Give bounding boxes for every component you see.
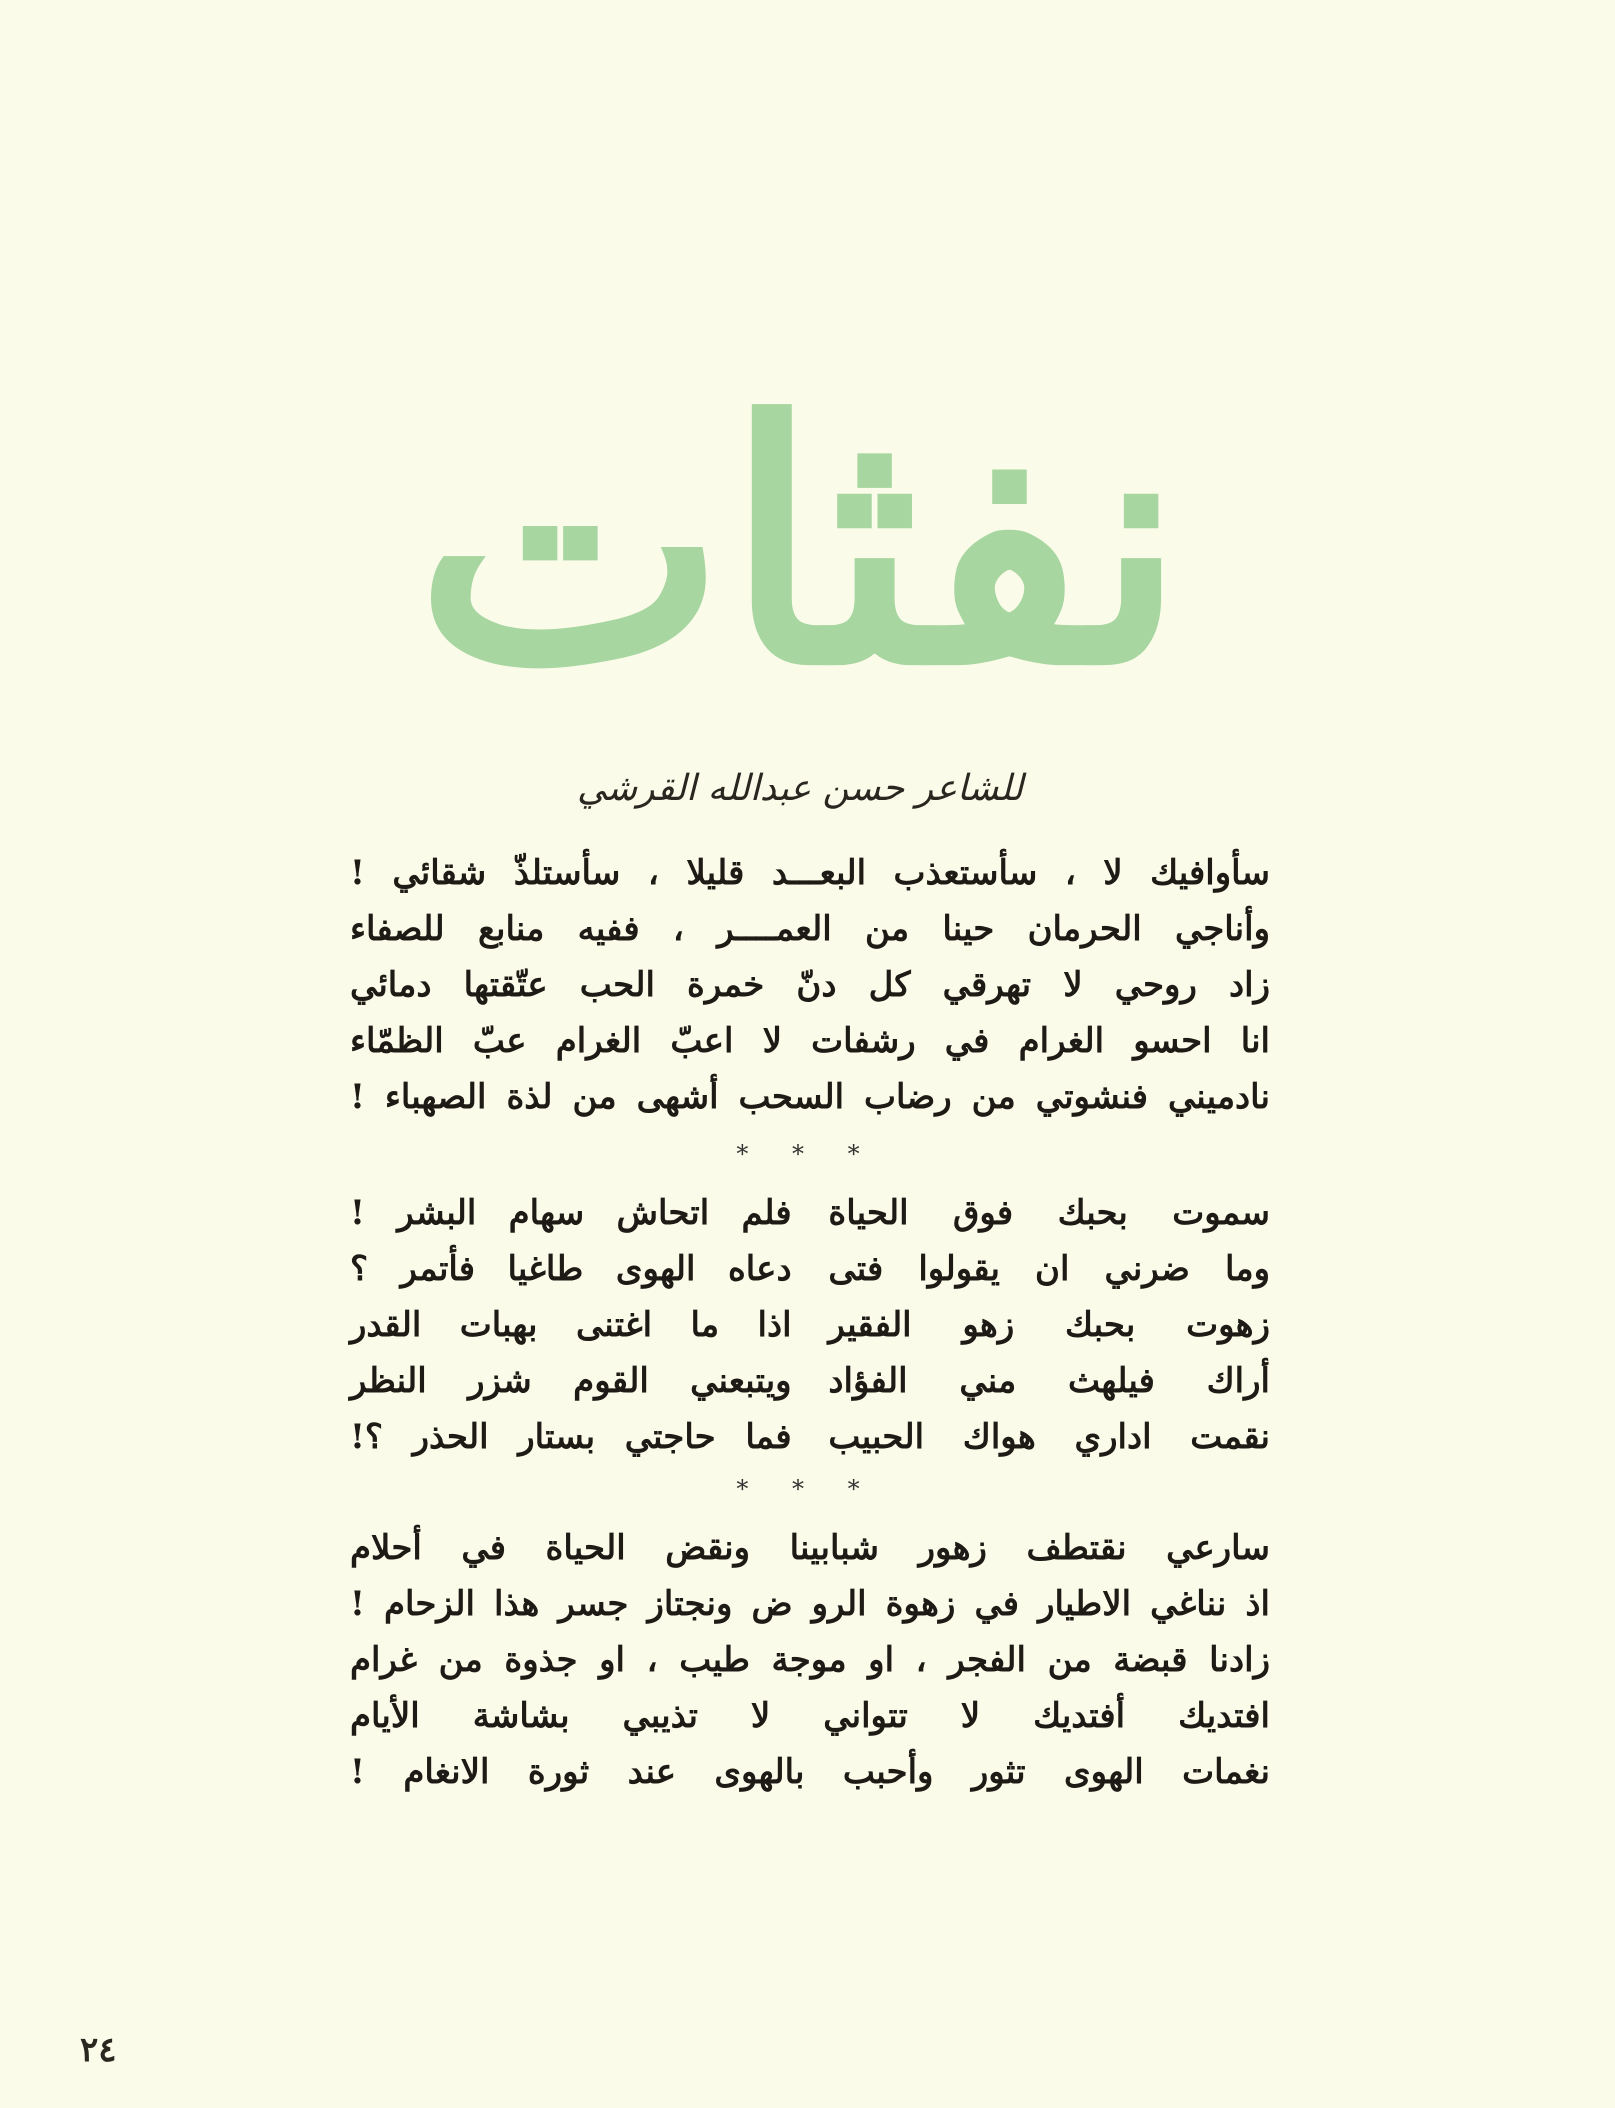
verse-second-hemistich: دعاه الهوى طاغيا فأتمر ؟ — [350, 1249, 792, 1289]
poem-line: انا احسو الغرام في رشفات لا اعبّ الغرام عبّ الظمّاء — [350, 1021, 1270, 1061]
verse-first-hemistich: أراك فيلهث مني الفؤاد — [828, 1361, 1270, 1401]
poem-line: اذ نناغي الاطيار في زهوة الرو ض ونجتاز جسر هذا الزحام ! — [350, 1584, 1270, 1624]
poem-line: وأناجي الحرمان حينا من العمــــر ، ففيه منابع للصفاء — [350, 909, 1270, 949]
calligraphic-title — [300, 380, 1300, 720]
verse-first-hemistich: وما ضرني ان يقولوا فتى — [828, 1249, 1270, 1289]
title-calligraphy — [300, 380, 1300, 720]
poem-line: زاد روحي لا تهرقي كل دنّ خمرة الحب عتّقتها دمائي — [350, 965, 1270, 1005]
poem-verse — [350, 1185, 1270, 1241]
poem-line: سأوافيك لا ، سأستعذب البعـــد قليلا ، سأستلذّ شقائي ! — [350, 853, 1270, 893]
poem-line: زادنا قبضة من الفجر ، او موجة طيب ، او جذوة من غرام — [350, 1640, 1270, 1680]
poem-verse — [350, 1297, 1270, 1353]
poem-line: سارعي نقتطف زهور شبابينا ونقض الحياة في أحلام — [350, 1528, 1270, 1568]
poem-line: افتديك أفتديك لا تتواني لا تذيبي بشاشة الأيام — [350, 1696, 1270, 1736]
stanza-1 — [350, 845, 1270, 1125]
page-number: ٢٤ — [80, 2030, 117, 2070]
poem-verse — [350, 1353, 1270, 1409]
verse-first-hemistich: نقمت اداري هواك الحبيب — [828, 1417, 1270, 1457]
poem-line: نغمات الهوى تثور وأحبب بالهوى عند ثورة الانغام ! — [350, 1752, 1270, 1792]
stanza-2 — [350, 1185, 1270, 1465]
verse-second-hemistich: اذا ما اغتنى بهبات القدر — [350, 1305, 792, 1345]
stanza-separator: * * * — [736, 1475, 878, 1503]
poem-line: نادميني فنشوتي من رضاب السحب أشهى من لذة الصهباء ! — [350, 1077, 1270, 1117]
poem-verse — [350, 1409, 1270, 1465]
stanza-3 — [350, 1520, 1270, 1800]
poet-attribution: للشاعر حسن عبدالله القرشي — [576, 768, 1024, 809]
stanza-separator: * * * — [736, 1140, 878, 1168]
verse-second-hemistich: فلم اتحاش سهام البشر ! — [350, 1193, 792, 1233]
verse-second-hemistich: فما حاجتي بستار الحذر ؟! — [350, 1417, 792, 1457]
verse-second-hemistich: ويتبعني القوم شزر النظر — [350, 1361, 792, 1401]
verse-first-hemistich: سموت بحبك فوق الحياة — [828, 1193, 1270, 1233]
verse-first-hemistich: زهوت بحبك زهو الفقير — [828, 1305, 1270, 1345]
poem-verse — [350, 1241, 1270, 1297]
title-text: نفثات — [415, 380, 1185, 720]
